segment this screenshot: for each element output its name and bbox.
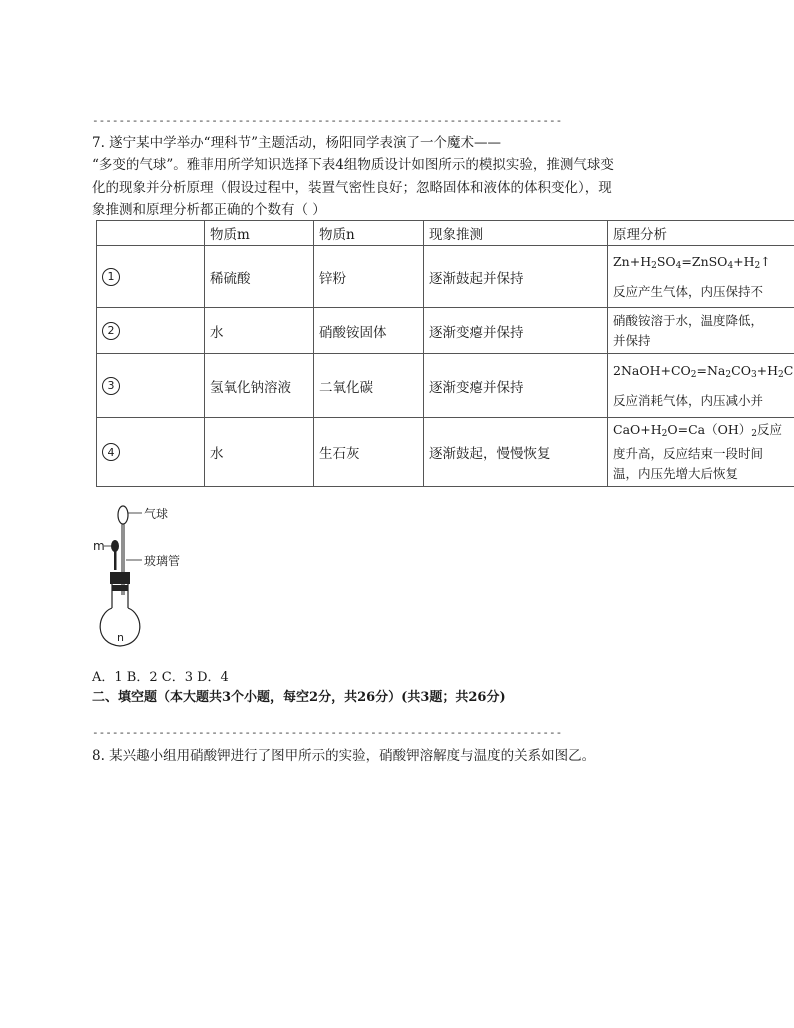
analysis-text: 反应消耗气体，内压减小并 bbox=[613, 392, 764, 408]
separator-line-2: ----------------------------------------------------------------------- bbox=[92, 726, 563, 739]
q7-line-1: 7. 遂宁某中学举办“理科节”主题活动，杨阳同学表演了一个魔术—— bbox=[92, 135, 501, 151]
cell-n: 二氧化碳 bbox=[314, 354, 424, 418]
cell-analysis bbox=[608, 354, 794, 418]
analysis-text: 反应产生气体，内压保持不 bbox=[613, 283, 764, 299]
tube-label: 玻璃管 bbox=[144, 554, 181, 568]
cell-analysis bbox=[608, 308, 794, 354]
q8-text: 8. 某兴趣小组用硝酸钾进行了图甲所示的实验，硝酸钾溶解度与温度的关系如图乙。 bbox=[92, 748, 596, 764]
cell-phenomenon: 逐渐变瘪并保持 bbox=[424, 308, 608, 354]
cell-analysis bbox=[608, 246, 794, 308]
cell-n: 硝酸铵固体 bbox=[314, 308, 424, 354]
balloon-label: 气球 bbox=[144, 507, 169, 521]
equation: $Zn+H_2SO_4=ZnSO_4+H_2↑$ bbox=[613, 253, 771, 271]
q7-line-3: 化的现象并分析原理（假设过程中，装置气密性良好；忽略固体和液体的体积变化），现 bbox=[92, 180, 612, 196]
apparatus-figure bbox=[88, 500, 198, 650]
analysis-text: 度升高，反应结束一段时间 bbox=[613, 446, 764, 461]
table-header-cell: 物质m bbox=[205, 221, 314, 246]
table-row bbox=[97, 308, 794, 354]
cell-phenomenon: 逐渐鼓起，慢慢恢复 bbox=[424, 418, 608, 487]
cell-m: 稀硫酸 bbox=[205, 246, 314, 308]
n-label: n bbox=[117, 631, 124, 644]
cell-phenomenon: 逐渐鼓起并保持 bbox=[424, 246, 608, 308]
row-number-badge: 2 bbox=[102, 322, 120, 340]
table-header-cell: 原理分析 bbox=[608, 221, 794, 246]
cell-analysis bbox=[608, 418, 794, 487]
m-label: m bbox=[93, 539, 105, 553]
table-header-cell: 物质n bbox=[314, 221, 424, 246]
analysis-text: 并保持 bbox=[613, 332, 651, 348]
row-number-badge: 4 bbox=[102, 443, 120, 461]
table-row bbox=[97, 418, 794, 487]
table-row bbox=[97, 246, 794, 308]
equation: $CaO+H_2O=Ca(OH)_2$反应 bbox=[613, 422, 783, 439]
cell-m: 氢氧化钠溶液 bbox=[205, 354, 314, 418]
q7-line-2: “多变的气球”。雅菲用所学知识选择下表4组物质设计如图所示的模拟实验，推测气球变 bbox=[92, 157, 614, 173]
analysis-text: 温，内压先增大后恢复 bbox=[613, 466, 739, 481]
cell-m: 水 bbox=[205, 308, 314, 354]
cell-n: 锌粉 bbox=[314, 246, 424, 308]
table-header-row bbox=[97, 221, 794, 246]
q7-line-4: 象推测和原理分析都正确的个数有（ ） bbox=[92, 202, 326, 218]
row-number-badge: 1 bbox=[102, 268, 120, 286]
section-heading: 二、填空题（本大题共3个小题，每空2分，共26分）(共3题；共26分) bbox=[92, 690, 506, 705]
balloon-shape bbox=[118, 506, 128, 524]
answer-options: A．1 B．2 C．3 D．4 bbox=[92, 670, 229, 685]
stopper bbox=[110, 572, 130, 584]
table-header-cell bbox=[97, 221, 205, 246]
analysis-text: 硝酸铵溶于水，温度降低， bbox=[613, 312, 764, 328]
table-row bbox=[97, 354, 794, 418]
cell-phenomenon: 逐渐变瘪并保持 bbox=[424, 354, 608, 418]
equation: $2NaOH+CO_2=Na_2CO_3+H_2C$ bbox=[613, 362, 794, 380]
row-number-badge: 3 bbox=[102, 377, 120, 395]
cell-m: 水 bbox=[205, 418, 314, 487]
separator-line-1: ----------------------------------------------------------------------- bbox=[92, 114, 563, 127]
table-header-cell: 现象推测 bbox=[424, 221, 608, 246]
cell-n: 生石灰 bbox=[314, 418, 424, 487]
q7-table bbox=[96, 220, 794, 487]
